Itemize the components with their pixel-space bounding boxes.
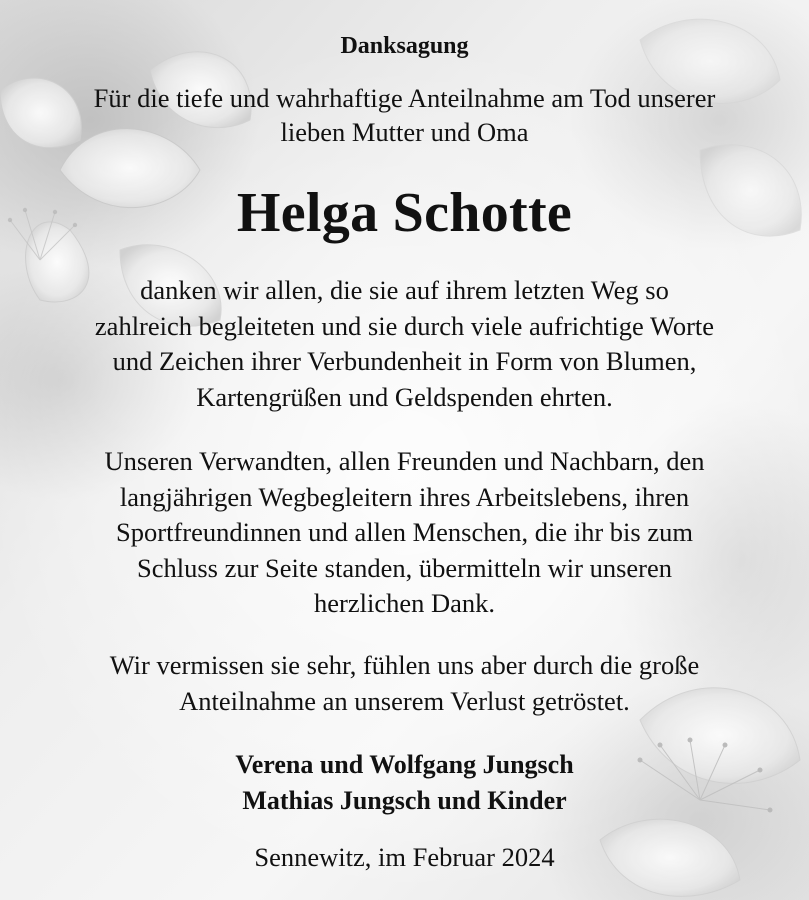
- notice-heading: Danksagung: [340, 33, 469, 59]
- closing-paragraph: [16, 648, 793, 719]
- paragraph-line: Anteilnahme an unserem Verlust getröstet.: [179, 685, 630, 716]
- signature-line: Mathias Jungsch und Kinder: [242, 786, 567, 815]
- paragraph-line: Sportfreundinnen und allen Menschen, die ihr bis zum: [116, 517, 693, 548]
- paragraph-line: und Zeichen ihrer Verbundenheit in Form von Blumen,: [112, 346, 697, 377]
- thanks-paragraph: [16, 273, 793, 415]
- paragraph-line: danken wir allen, die sie auf ihrem letzten Weg so: [140, 275, 669, 305]
- signature-line: Verena und Wolfgang Jungsch: [235, 750, 574, 779]
- paragraph-line: herzlichen Dank.: [314, 588, 495, 619]
- paragraph-line: Unseren Verwandten, allen Freunden und Nachbarn, den: [104, 446, 705, 476]
- relatives-paragraph: [16, 444, 793, 622]
- paragraph-line: zahlreich begleiteten und sie durch viele aufrichtige Worte: [94, 310, 715, 341]
- place-date: Sennewitz, im Februar 2024: [254, 842, 555, 872]
- signature-block: [0, 747, 809, 819]
- paragraph-line: Schluss zur Seite standen, übermitteln wir unseren: [136, 552, 673, 583]
- intro-line: Für die tiefe und wahrhaftige Anteilnahme am Tod unserer: [93, 83, 716, 113]
- deceased-name: Helga Schotte: [236, 182, 573, 244]
- paragraph-line: Wir vermissen sie sehr, fühlen uns aber durch die große: [109, 650, 700, 680]
- intro-line: lieben Mutter und Oma: [280, 117, 529, 147]
- paragraph-line: langjährigen Wegbegleitern ihres Arbeitslebens, ihren: [119, 481, 690, 512]
- intro-text: [20, 81, 789, 149]
- paragraph-line: Kartengrüßen und Geldspenden ehrten.: [196, 381, 613, 412]
